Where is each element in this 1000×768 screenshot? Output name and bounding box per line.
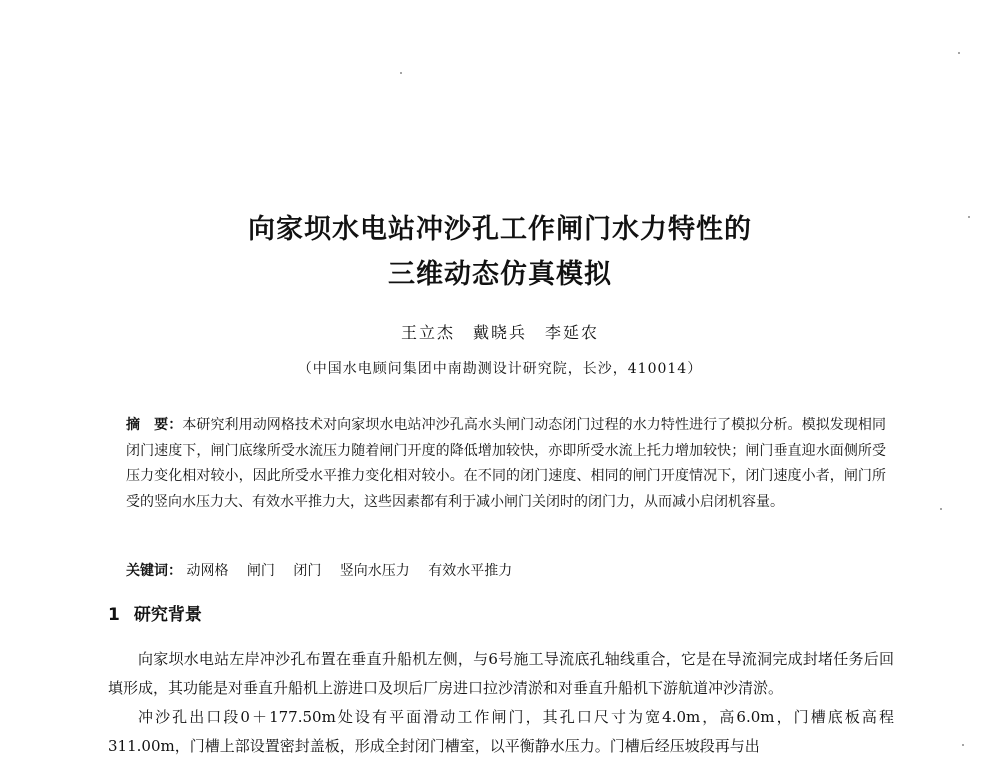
paragraph: 向家坝水电站左岸冲沙孔布置在垂直升船机左侧，与6号施工导流底孔轴线重合，它是在导流洞完成封堵任务后回填形成，其功能是对垂直升船机上游进口及坝后厂房进口拉沙清淤和对垂直升船机下游航道冲沙清淤。 [108, 650, 894, 697]
affiliation: （中国水电顾问集团中南勘测设计研究院，长沙，410014） [297, 361, 703, 377]
abstract-label: 摘 要： [126, 417, 183, 433]
keyword: 动网格 [186, 563, 229, 579]
section-heading [108, 600, 202, 625]
section-number: 1 [108, 605, 120, 625]
keywords [126, 560, 886, 580]
scan-speck [962, 744, 964, 746]
keyword: 闸门 [246, 563, 275, 579]
scan-speck [968, 216, 970, 218]
section-body [108, 645, 894, 761]
keywords-label: 关键词： [126, 563, 182, 579]
section-title: 研究背景 [133, 605, 202, 625]
scan-speck [958, 52, 960, 54]
abstract-text: 本研究利用动网格技术对向家坝水电站冲沙孔高水头闸门动态闭门过程的水力特性进行了模拟分析。模拟发现相同闭门速度下，闸门底缘所受水流压力随着闸门开度的降低增加较快，亦即所受水流上托力增加较快；闸门垂直迎水面侧所受压力变化相对较小，因此所受水平推力变化相对较小。在不同的闭门速度、相同的闸门开度情况下，闭门速度小者，闸门所受的竖向水压力大、有效水平推力大，这些因素都有利于减小闸门关闭时的闭门力，从而减小启闭机容量。 [126, 417, 887, 510]
abstract [126, 413, 886, 515]
keyword: 竖向水压力 [339, 563, 410, 579]
keyword: 有效水平推力 [428, 563, 513, 579]
paragraph: 冲沙孔出口段0＋177.50m处设有平面滑动工作闸门，其孔口尺寸为宽4.0m，高6.0m，门槽底板高程311.00m，门槽上部设置密封盖板，形成全封闭门槽室，以平衡静水压力。门槽后经压坡段再与出 [108, 708, 894, 755]
scan-speck [400, 72, 402, 74]
authors: 王立杰 戴晓兵 李延农 [400, 323, 599, 342]
scan-speck [940, 508, 942, 510]
paper-title-line-2: 三维动态仿真模拟 [388, 259, 612, 290]
paper-title-line-1: 向家坝水电站冲沙孔工作闸门水力特性的 [248, 214, 752, 245]
keyword: 闭门 [293, 563, 322, 579]
